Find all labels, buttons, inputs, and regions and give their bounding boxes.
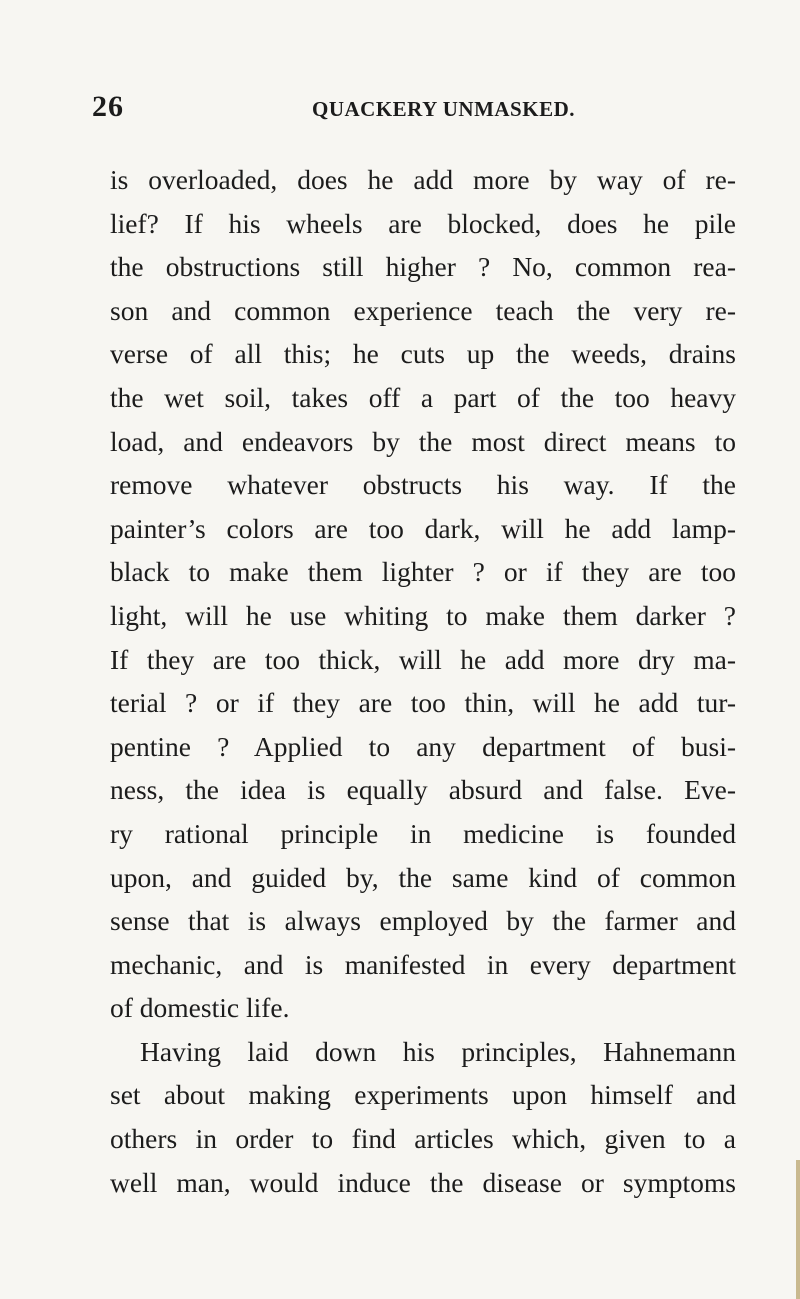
text-line: the wet soil, takes off a part of the too heavy xyxy=(110,381,736,413)
page-edge-shadow xyxy=(796,1160,800,1299)
text-line: is overloaded, does he add more by way of re- xyxy=(110,164,736,195)
text-line: sense that is always employed by the farmer and xyxy=(110,905,736,937)
text-line: terial ? or if they are too thin, will he add tur- xyxy=(110,687,736,719)
text-line: the obstructions still higher ? No, common rea- xyxy=(110,251,736,283)
text-line: black to make them lighter ? or if they are too xyxy=(110,556,736,588)
text-line: others in order to find articles which, given to a xyxy=(110,1123,736,1155)
text-line: light, will he use whiting to make them darker ? xyxy=(110,599,736,631)
text-line: painter’s colors are too dark, will he add lamp- xyxy=(110,512,736,544)
body-text xyxy=(110,158,736,1204)
text-line: ness, the idea is equally absurd and false. Eve- xyxy=(110,774,736,806)
text-line: verse of all this; he cuts up the weeds, drains xyxy=(110,338,736,370)
text-line: upon, and guided by, the same kind of common xyxy=(110,861,736,893)
text-line: load, and endeavors by the most direct means to xyxy=(110,425,736,457)
paragraph-end-line: of domestic life. xyxy=(110,992,290,1024)
text-line: lief? If his wheels are blocked, does he pile xyxy=(110,207,736,239)
text-line: mechanic, and is manifested in every department xyxy=(110,948,736,980)
text-line: set about making experiments upon himself and xyxy=(110,1079,736,1111)
paragraph-start-line: Having laid down his principles, Hahnemann xyxy=(140,1035,736,1067)
page-number: 26 xyxy=(92,90,124,123)
text-line: ry rational principle in medicine is founded xyxy=(110,817,736,849)
text-line: remove whatever obstructs his way. If the xyxy=(110,469,736,501)
text-line: well man, would induce the disease or symptoms xyxy=(110,1166,736,1198)
text-line: pentine ? Applied to any department of busi- xyxy=(110,730,736,762)
running-head: QUACKERY UNMASKED. xyxy=(312,97,575,121)
page-header xyxy=(0,90,800,130)
text-line: son and common experience teach the very re- xyxy=(110,294,736,326)
text-line: If they are too thick, will he add more dry ma- xyxy=(110,643,736,675)
